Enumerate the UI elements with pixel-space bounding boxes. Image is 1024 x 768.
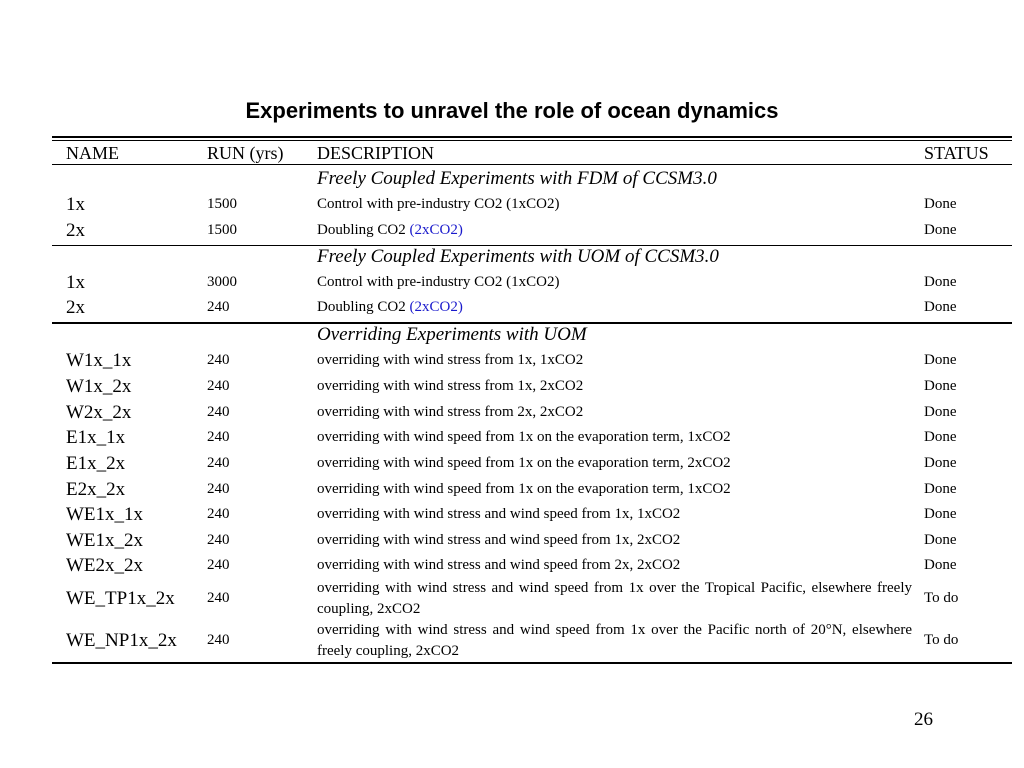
header-description: DESCRIPTION <box>317 143 435 163</box>
row-status: Done <box>924 455 957 471</box>
row-run: 240 <box>207 532 230 548</box>
description-text: Doubling CO2 <box>317 222 410 238</box>
description-text: overriding with wind speed from 1x on the evaporation term, 1xCO2 <box>317 481 731 497</box>
row-description <box>317 353 583 368</box>
row-name: W1x_2x <box>66 376 132 397</box>
table-bottom-rule <box>52 662 1012 664</box>
row-status: To do <box>924 632 959 648</box>
row-status: Done <box>924 274 957 290</box>
row-description <box>317 507 680 522</box>
header-status: STATUS <box>924 143 989 163</box>
table-top-rule <box>52 136 1012 138</box>
row-description <box>317 533 680 548</box>
row-name: W2x_2x <box>66 402 132 423</box>
row-description <box>317 300 463 315</box>
row-run: 1500 <box>207 196 237 212</box>
description-text: overriding with wind stress from 2x, 2xCO2 <box>317 404 584 420</box>
row-name: 1x <box>66 272 85 293</box>
row-run: 240 <box>207 352 230 368</box>
description-text: overriding with wind speed from 1x on the evaporation term, 2xCO2 <box>317 455 731 471</box>
row-run: 240 <box>207 481 230 497</box>
row-run: 1500 <box>207 222 237 238</box>
description-text: overriding with wind stress and wind speed from 1x, 1xCO2 <box>317 506 681 522</box>
row-description <box>317 430 731 445</box>
row-status: Done <box>924 506 957 522</box>
row-description <box>317 223 463 238</box>
row-name: WE_NP1x_2x <box>66 630 177 651</box>
page-number: 26 <box>914 709 933 730</box>
section-title: Freely Coupled Experiments with UOM of CCSM3.0 <box>317 246 719 267</box>
description-highlight: (2xCO2) <box>409 222 463 238</box>
header-rule <box>52 164 1012 165</box>
row-name: WE1x_1x <box>66 504 144 525</box>
row-run: 240 <box>207 429 230 445</box>
header-run: RUN (yrs) <box>207 143 284 163</box>
row-name: W1x_1x <box>66 350 132 371</box>
description-text: Control with pre-industry CO2 (1xCO2) <box>317 196 560 212</box>
description-text: overriding with wind stress and wind speed from 1x, 2xCO2 <box>317 532 681 548</box>
row-description <box>317 456 731 471</box>
row-status: Done <box>924 378 957 394</box>
row-run: 240 <box>207 590 230 606</box>
row-name: E2x_2x <box>66 479 126 500</box>
row-description: overriding with wind stress and wind speed from 1x over the Pacific north of 20°N, elsewhere freely coupling, 2xCO2 <box>317 622 912 659</box>
row-name: E1x_2x <box>66 453 126 474</box>
row-status: Done <box>924 429 957 445</box>
row-description <box>317 275 559 290</box>
row-name: 1x <box>66 194 85 215</box>
row-description: overriding with wind stress and wind speed from 1x over the Tropical Pacific, elsewhere freely coupling, 2xCO2 <box>317 580 912 617</box>
section-title: Freely Coupled Experiments with FDM of CCSM3.0 <box>317 168 717 189</box>
row-name: WE_TP1x_2x <box>66 588 175 609</box>
row-name: WE1x_2x <box>66 530 144 551</box>
description-text: overriding with wind stress and wind speed from 2x, 2xCO2 <box>317 557 681 573</box>
description-text: Doubling CO2 <box>317 299 410 315</box>
slide-title: Experiments to unravel the role of ocean dynamics <box>245 98 779 123</box>
row-status: Done <box>924 481 957 497</box>
description-text: overriding with wind speed from 1x on the evaporation term, 1xCO2 <box>317 429 731 445</box>
row-run: 3000 <box>207 274 237 290</box>
row-description <box>317 197 559 212</box>
section-title: Overriding Experiments with UOM <box>317 324 587 345</box>
row-status: Done <box>924 299 957 315</box>
row-run: 240 <box>207 557 230 573</box>
row-description <box>317 379 583 394</box>
row-status: Done <box>924 222 957 238</box>
row-status: Done <box>924 404 957 420</box>
row-description <box>317 558 680 573</box>
row-run: 240 <box>207 455 230 471</box>
row-status: Done <box>924 532 957 548</box>
row-status: To do <box>924 590 959 606</box>
row-run: 240 <box>207 632 230 648</box>
row-name: E1x_1x <box>66 427 126 448</box>
description-text: Control with pre-industry CO2 (1xCO2) <box>317 274 560 290</box>
row-name: 2x <box>66 297 85 318</box>
row-run: 240 <box>207 404 230 420</box>
description-text: overriding with wind stress from 1x, 2xCO2 <box>317 378 584 394</box>
row-status: Done <box>924 352 957 368</box>
row-run: 240 <box>207 299 230 315</box>
row-name: WE2x_2x <box>66 555 144 576</box>
row-run: 240 <box>207 506 230 522</box>
row-description <box>317 482 731 497</box>
row-run: 240 <box>207 378 230 394</box>
description-highlight: (2xCO2) <box>409 299 463 315</box>
table-top-rule-thin <box>52 140 1012 141</box>
row-status: Done <box>924 557 957 573</box>
row-status: Done <box>924 196 957 212</box>
header-name: NAME <box>66 143 119 163</box>
row-description <box>317 405 583 420</box>
row-name: 2x <box>66 220 85 241</box>
description-text: overriding with wind stress from 1x, 1xCO2 <box>317 352 584 368</box>
